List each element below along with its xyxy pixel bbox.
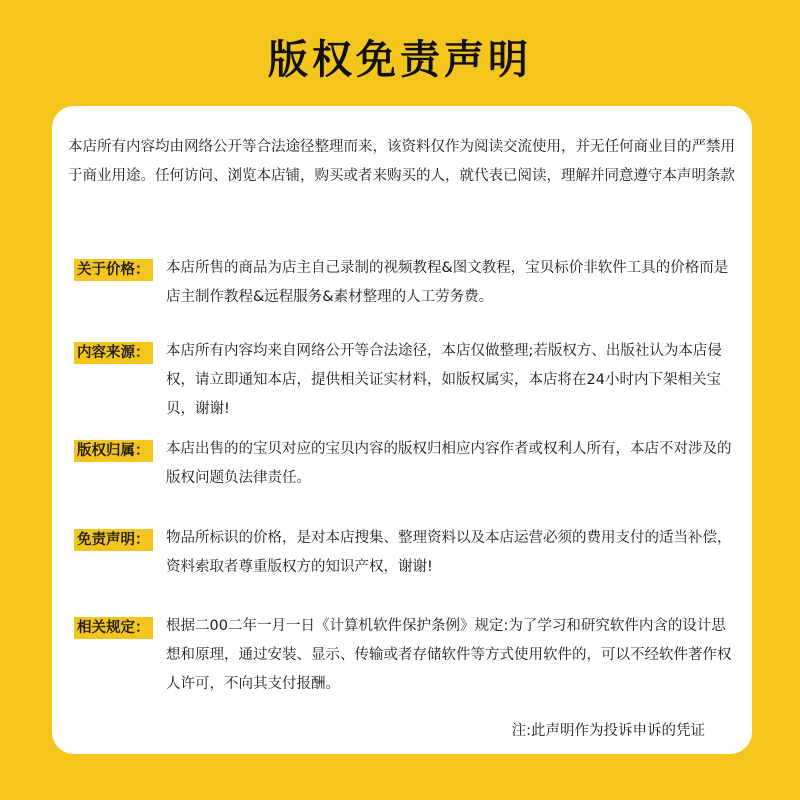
section-text-copyright: 本店出售的的宝贝对应的宝贝内容的版权归相应内容作者或权利人所有，本店不对涉及的版权问题负法律责任。 bbox=[166, 441, 732, 486]
section-text-regulations: 根据二00二年一月一日《计算机软件保护条例》规定:为了学习和研究软件内含的设计思想和原理，通过安装、显示、传输或者存储软件等方式使用软件的，可以不经软件著作权人许可，不向其支付报酬。 bbox=[166, 618, 732, 692]
page-title: 版权免责声明 bbox=[268, 37, 532, 83]
section-text-content-source: 本店所有内容均来自网络公开等合法途径，本店仅做整理;若版权方、出版社认为本店侵权，请立即通知本店，提供相关证实材料，如版权属实，本店将在24小时内下架相关宝贝，谢谢! bbox=[166, 343, 722, 417]
section-text-disclaimer: 物品所标识的价格，是对本店搜集、整理资料以及本店运营必须的费用支付的适当补偿，资料索取者尊重版权方的知识产权，谢谢! bbox=[166, 530, 732, 575]
footer-note: 注:此声明作为投诉申诉的凭证 bbox=[511, 723, 705, 739]
section-tag-price: 关于价格： bbox=[74, 259, 153, 281]
section-tag-content-source: 内容来源： bbox=[74, 342, 153, 364]
section-tag-copyright: 版权归属： bbox=[74, 440, 153, 462]
intro-paragraph: 本店所有内容均由网络公开等合法途径整理而来，该资料仅作为阅读交流使用，并无任何商业目的严禁用于商业用途。任何访问、浏览本店铺，购买或者来购买的人，就代表已阅读，理解并同意遵守本声明条款 bbox=[68, 139, 735, 184]
section-text-price: 本店所售的商品为店主自己录制的视频教程&图文教程，宝贝标价非软件工具的价格而是店主制作教程&远程服务&素材整理的人工劳务费。 bbox=[166, 260, 729, 305]
section-tag-disclaimer: 免责声明： bbox=[74, 529, 153, 551]
section-tag-regulations: 相关规定： bbox=[74, 617, 153, 639]
